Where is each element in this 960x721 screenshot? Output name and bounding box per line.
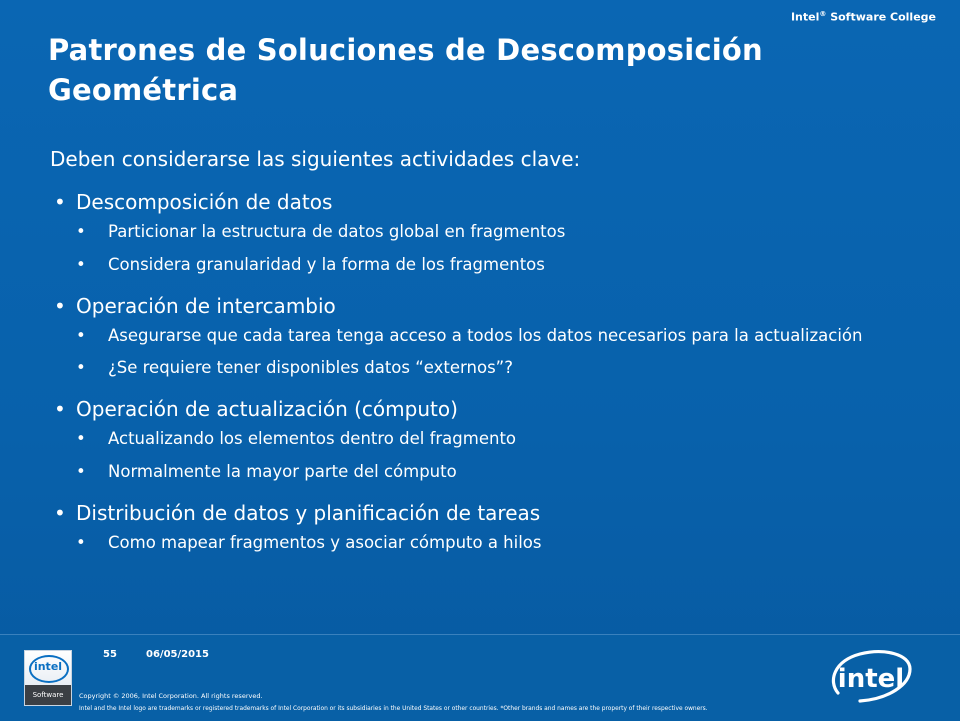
slide-title: Patrones de Soluciones de Descomposición Geométrica <box>48 33 763 107</box>
section-heading <box>50 395 930 423</box>
section-data-decomposition <box>50 188 930 276</box>
badge-top <box>25 651 71 685</box>
slide-footer <box>0 634 960 721</box>
section-update-operation <box>50 395 930 483</box>
sub-item <box>50 325 930 347</box>
sub-item-text: Actualizando los elementos dentro del fragmento <box>108 429 517 448</box>
intel-software-badge-icon <box>24 650 72 706</box>
sub-item-text: Como mapear fragmentos y asociar cómputo a hilos <box>108 533 542 552</box>
slide-content <box>50 145 930 570</box>
bullet-icon: • <box>76 429 86 448</box>
bullet-icon: • <box>54 294 66 318</box>
section-data-distribution <box>50 499 930 554</box>
bullet-icon: • <box>76 255 86 274</box>
slide-date: 06/05/2015 <box>146 649 209 660</box>
sub-item <box>50 357 930 379</box>
bullet-icon: • <box>76 326 86 345</box>
sub-item <box>50 428 930 450</box>
bullet-icon: • <box>76 222 86 241</box>
intro-text: Deben considerarse las siguientes actividades clave: <box>50 147 581 171</box>
sub-item <box>50 221 930 243</box>
intel-logo-text: intel <box>837 664 905 694</box>
badge-intel-text: intel <box>33 660 63 673</box>
intel-logo-icon <box>826 647 916 709</box>
section-heading-text: Operación de actualización (cómputo) <box>76 397 458 421</box>
bullet-icon: • <box>76 533 86 552</box>
brand-name: Intel <box>790 10 820 24</box>
section-heading <box>50 188 930 216</box>
bullet-icon: • <box>76 462 86 481</box>
section-heading <box>50 292 930 320</box>
section-heading-text: Operación de intercambio <box>76 294 336 318</box>
bullet-icon: • <box>54 501 66 525</box>
bullet-icon: • <box>54 190 66 214</box>
section-heading-text: Descomposición de datos <box>76 190 333 214</box>
page-number: 55 <box>103 649 117 660</box>
bullet-icon: • <box>54 397 66 421</box>
sub-item <box>50 532 930 554</box>
sub-item-text: Particionar la estructura de datos global en fragmentos <box>108 222 566 241</box>
copyright-text: Copyright © 2006, Intel Corporation. All rights reserved. <box>79 692 263 700</box>
sub-item-text: Considera granularidad y la forma de los fragmentos <box>108 255 545 274</box>
brand-header <box>791 10 936 24</box>
legal-text: Intel and the Intel logo are trademarks or registered trademarks of Intel Corporation or its subsidiaries in the United States or other countries. *Other brands and names are the property of their respective owners. <box>79 706 708 712</box>
sub-item <box>50 254 930 276</box>
sub-item-text: Asegurarse que cada tarea tenga acceso a todos los datos necesarios para la actualización <box>108 326 863 345</box>
bullet-icon: • <box>76 358 86 377</box>
brand-registered-mark: ® <box>819 10 827 18</box>
section-exchange-operation <box>50 292 930 379</box>
section-heading <box>50 499 930 527</box>
sub-item <box>50 461 930 483</box>
sub-item-text: ¿Se requiere tener disponibles datos “externos”? <box>108 358 513 377</box>
section-heading-text: Distribución de datos y planificación de tareas <box>76 501 541 525</box>
badge-software-text: Software <box>25 685 71 705</box>
brand-suffix: Software College <box>826 10 936 24</box>
sub-item-text: Normalmente la mayor parte del cómputo <box>108 462 457 481</box>
